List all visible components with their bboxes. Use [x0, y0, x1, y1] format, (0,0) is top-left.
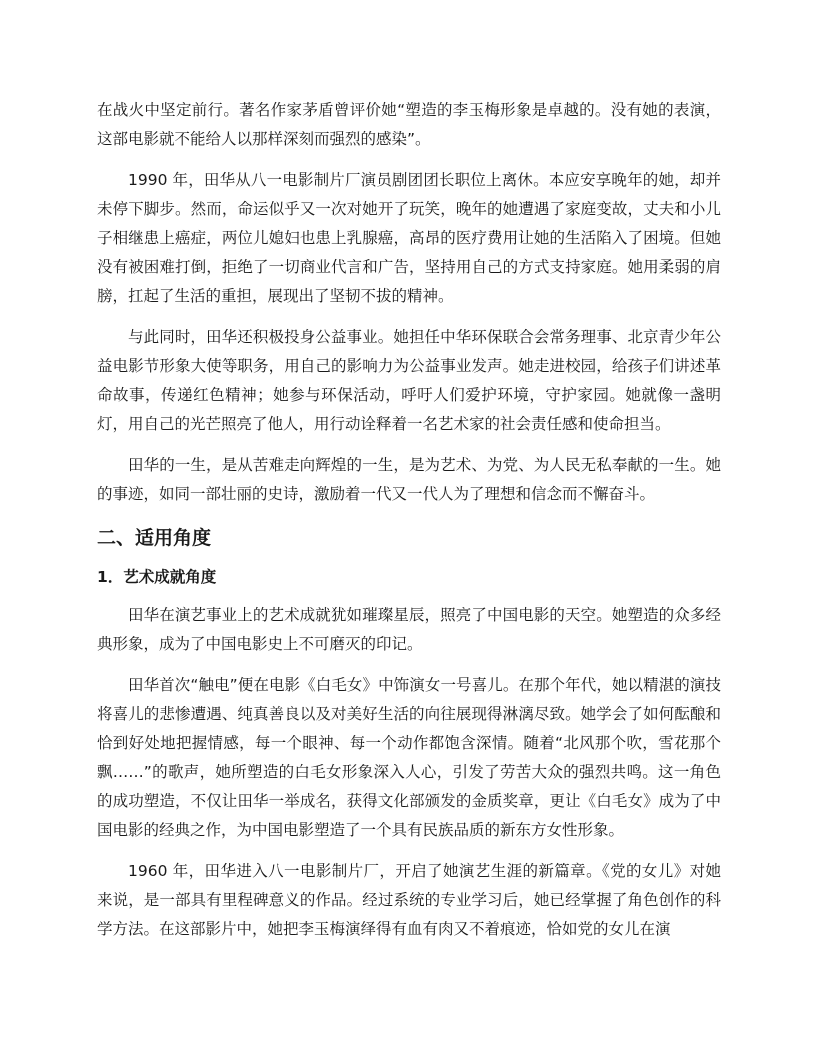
- paragraph-public-welfare: 与此同时，田华还积极投身公益事业。她担任中华环保联合会常务理事、北京青少年公益电影节形象大使等职务，用自己的影响力为公益事业发声。她走进校园，给孩子们讲述革命故事，传递红色精神；她参与环保活动，呼吁人们爱护环境，守护家园。她就像一盏明灯，用自己的光芒照亮了他人，用行动诠释着一名艺术家的社会责任感和使命担当。: [97, 328, 721, 433]
- paragraph-art-intro: 田华在演艺事业上的艺术成就犹如璀璨星辰，照亮了中国电影的天空。她塑造的众多经典形象，成为了中国电影史上不可磨灭的印记。: [97, 606, 721, 653]
- section-heading: 二、适用角度: [97, 527, 212, 549]
- paragraph-retirement: 1990 年，田华从八一电影制片厂演员剧团团长职位上离休。本应安享晚年的她，却并未停下脚步。然而，命运似乎又一次对她开了玩笑，晚年的她遭遇了家庭变故，丈夫和小儿子相继患上癌症，两位儿媳妇也患上乳腺癌，高昂的医疗费用让她的生活陷入了困境。但她没有被困难打倒，拒绝了一切商业代言和广告，坚持用自己的方式支持家庭。她用柔弱的肩膀，扛起了生活的重担，展现出了坚韧不拔的精神。: [97, 171, 721, 305]
- paragraph-white-haired-girl: 田华首次“触电”便在电影《白毛女》中饰演女一号喜儿。在那个年代，她以精湛的演技将喜儿的悲惨遭遇、纯真善良以及对美好生活的向往展现得淋漓尽致。她学会了如何酝酿和恰到好处地把握情感，每一个眼神、每一个动作都饱含深情。随着“北风那个吹，雪花那个飘……”的歌声，她所塑造的白毛女形象深入人心，引发了劳苦大众的强烈共鸣。这一角色的成功塑造，不仅让田华一举成名，获得文化部颁发的金质奖章，更让《白毛女》成为了中国电影的经典之作，为中国电影塑造了一个具有民族品质的新东方女性形象。: [97, 676, 721, 839]
- paragraph-party-daughter: 1960 年，田华进入八一电影制片厂，开启了她演艺生涯的新篇章。《党的女儿》对她来说，是一部具有里程碑意义的作品。经过系统的专业学习后，她已经掌握了角色创作的科学方法。在这部影片中，她把李玉梅演绎得有血有肉又不着痕迹，恰如党的女儿在演: [97, 862, 721, 938]
- paragraph-summary: 田华的一生，是从苦难走向辉煌的一生，是为艺术、为党、为人民无私奉献的一生。她的事迹，如同一部壮丽的史诗，激励着一代又一代人为了理想和信念而不懈奋斗。: [97, 456, 721, 503]
- paragraph-continuation: 在战火中坚定前行。著名作家茅盾曾评价她“塑造的李玉梅形象是卓越的。没有她的表演，这部电影就不能给人以那样深刻而强烈的感染”。: [97, 101, 721, 148]
- subsection-heading: 1．艺术成就角度: [97, 568, 217, 586]
- document-page: [97, 96, 721, 956]
